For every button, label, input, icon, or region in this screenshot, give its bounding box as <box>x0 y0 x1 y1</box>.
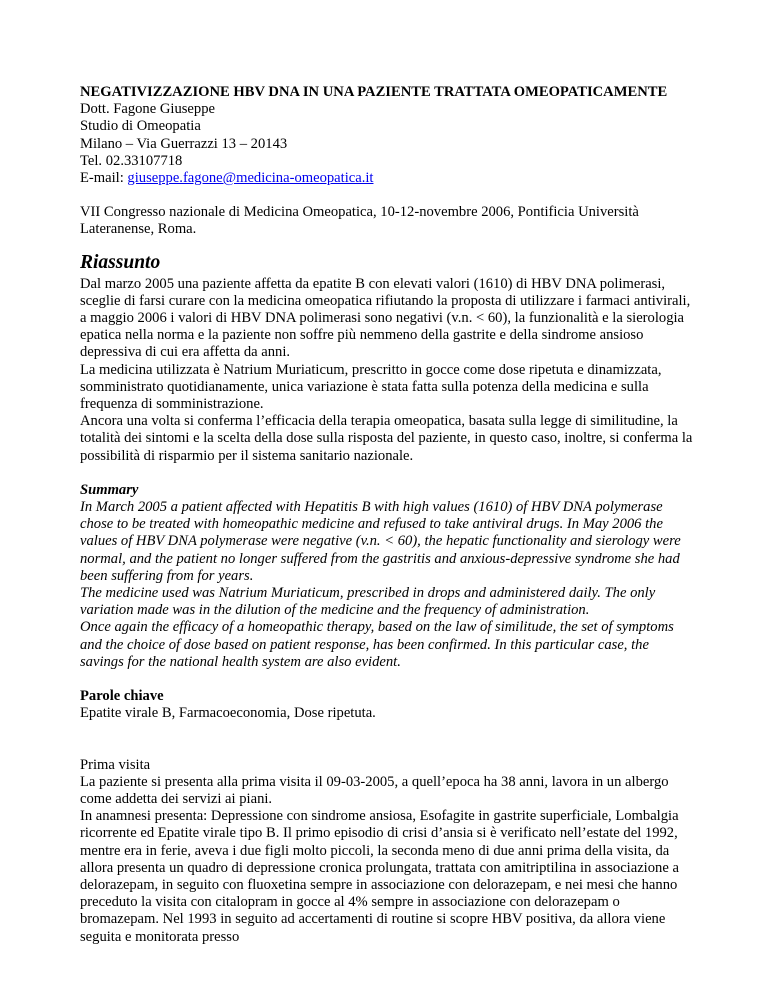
congress-info: VII Congresso nazionale di Medicina Omeopatica, 10-12-novembre 2006, Pontificia Università Lateranense, Roma. <box>80 204 639 238</box>
summary-paragraph-3: Once again the efficacy of a homeopathic therapy, based on the law of similitude, the set of symptoms and the choice of dose based on patient response, has been confirmed. In this particular case, the savings for the national health system are also evident. <box>80 619 674 670</box>
document-title: NEGATIVIZZAZIONE HBV DNA IN UNA PAZIENTE TRATTATA OMEOPATICAMENTE <box>80 84 668 100</box>
prima-visita-heading: Prima visita <box>80 756 151 773</box>
riassunto-heading: Riassunto <box>80 251 161 273</box>
address: Milano – Via Guerrazzi 13 – 20143 <box>80 135 288 152</box>
keywords-heading: Parole chiave <box>80 688 164 705</box>
summary-paragraph-1: In March 2005 a patient affected with Hepatitis B with high values (1610) of HBV DNA polymerase chose to be treated with homeopathic medicine and refused to take antiviral drugs. In May 2006 the values of HBV DNA polymerase were negative (v.n. < 60), the hepatic functionality and sierology were normal, and the patient no longer suffered from the gastritis and anxious-depressive syndrome she had been suffering from for years. <box>80 499 681 584</box>
summary-heading: Summary <box>80 481 139 498</box>
prima-visita-paragraph-1: La paziente si presenta alla prima visita il 09-03-2005, a quell’epoca ha 38 anni, lavora in un albergo come addetta dei servizi ai piani. <box>80 773 669 807</box>
author: Dott. Fagone Giuseppe <box>80 101 215 118</box>
riassunto-paragraph-3: Ancora una volta si conferma l’efficacia della terapia omeopatica, basata sulla legge di similitudine, la totalità dei sintomi e la scelta della dose sulla risposta del paziente, in questo caso, inoltre, si conferma la possibilità di risparmio per il sistema sanitario nazionale. <box>80 413 693 464</box>
riassunto-paragraph-1: Dal marzo 2005 una paziente affetta da epatite B con elevati valori (1610) di HBV DNA polimerasi, sceglie di farsi curare con la medicina omeopatica rifiutando la proposta di utilizzare i farmaci antivirali, a maggio 2006 i valori di HBV DNA polimerasi sono negativi (v.n. < 60), la funzionalità e la sierologia epatica nella norma e la paziente non soffre più nemmeno della gastrite e della sindrome ansioso depressiva di cui era affetta da anni. <box>80 275 691 361</box>
telephone: Tel. 02.33107718 <box>80 152 183 169</box>
document-page <box>80 84 696 946</box>
email-line <box>80 170 696 187</box>
summary-paragraph-2: The medicine used was Natrium Muriaticum, prescribed in drops and administered daily. The only variation made was in the dilution of the medicine and the frequency of administration. <box>80 585 656 619</box>
prima-visita-paragraph-2: In anamnesi presenta: Depressione con sindrome ansiosa, Esofagite in gastrite superficiale, Lombalgia ricorrente ed Epatite virale tipo B. Il primo episodio di crisi d’ansia si è verificato nell’estate del 1992, mentre era in ferie, aveva i due figli molto piccoli, la seconda meno di due anni prima della visita, da allora presenta un quadro di depressione cronica prolungata, trattata con amitriptilina in associazione a delorazepam, in seguito con fluoxetina sempre in associazione con delorazepam, e nei mesi che hanno preceduto la visita con citalopram in gocce al 4% sempre in associazione con delorazepam o bromazepam. Nel 1993 in seguito ad accertamenti di routine si scopre HBV positiva, da allora viene seguita e monitorata presso <box>80 808 679 945</box>
riassunto-paragraph-2: La medicina utilizzata è Natrium Muriaticum, prescritto in gocce come dose ripetuta e dinamizzata, somministrato quotidianamente, unica variazione è stata fatta sulla potenza della medicina e sulla frequenza di somministrazione. <box>80 361 662 413</box>
email-label: E-mail: <box>80 170 128 187</box>
keywords-text: Epatite virale B, Farmacoeconomia, Dose ripetuta. <box>80 705 376 722</box>
email-link[interactable]: giuseppe.fagone@medicina-omeopatica.it <box>127 170 374 187</box>
studio-name: Studio di Omeopatia <box>80 118 201 135</box>
